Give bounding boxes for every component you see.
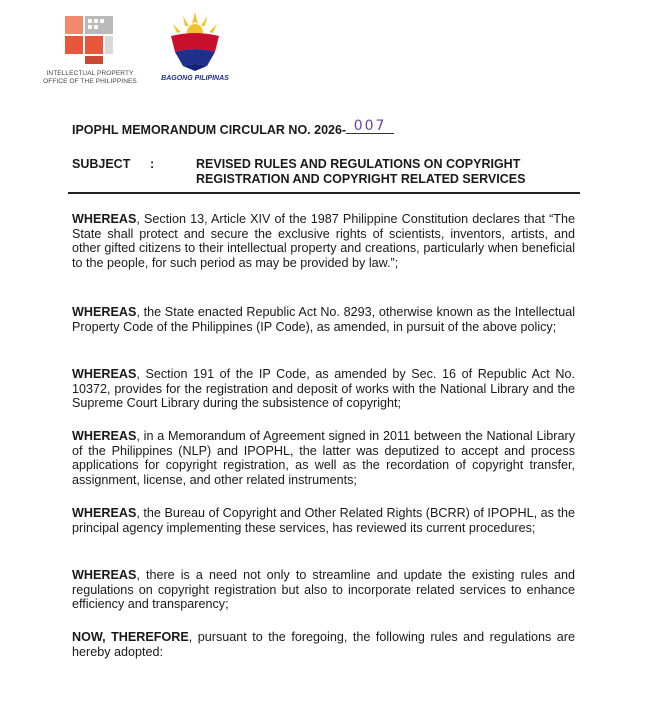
paragraph-text: , Section 13, Article XIV of the 1987 Philippine Constitution declares that “The State shall protect and secure the exclusive rights of scientists, inventors, artists, and other gifted citizens to their intellectual property and creations, particularly when beneficial to the people, for such period as may be provided by law.”; — [72, 212, 575, 270]
paragraph-text: , the State enacted Republic Act No. 8293, otherwise known as the Intellectual Property Code of the Philippines (IP Code), as amended, in pursuit of the above policy; — [72, 305, 575, 334]
header-divider — [68, 192, 580, 194]
whereas-paragraph-1 — [72, 212, 575, 270]
ipophl-logo-text — [30, 70, 150, 86]
paragraph-lead: WHEREAS — [72, 429, 137, 443]
whereas-paragraph-3 — [72, 367, 575, 411]
paragraph-lead: WHEREAS — [72, 367, 137, 381]
now-therefore-paragraph — [72, 630, 575, 659]
paragraph-text: , there is a need not only to streamline and update the existing rules and regulations on copyright registration but also to incorporate related services to enhance efficiency and transparency; — [72, 568, 575, 612]
whereas-paragraph-4 — [72, 429, 575, 487]
subject-text — [196, 157, 576, 187]
memo-title-prefix: IPOPHL MEMORANDUM CIRCULAR NO. 2026- — [72, 123, 347, 137]
whereas-paragraph-6 — [72, 568, 575, 612]
subject-label: SUBJECT — [72, 157, 131, 171]
paragraph-lead: WHEREAS — [72, 506, 137, 520]
paragraph-lead: NOW, THEREFORE — [72, 630, 189, 644]
paragraph-lead: WHEREAS — [72, 568, 137, 582]
paragraph-text: , pursuant to the foregoing, the following rules and regulations are hereby adopted: — [72, 630, 576, 659]
ipophl-logo-text-line2: OFFICE OF THE PHILIPPINES — [43, 78, 137, 85]
paragraph-text: , the Bureau of Copyright and Other Related Rights (BCRR) of IPOPHL, as the principal agency implementing these services, has reviewed its current procedures; — [72, 506, 575, 535]
bagong-pilipinas-logo — [155, 10, 235, 90]
subject-line-1: REVISED RULES AND REGULATIONS ON COPYRIGHT — [196, 157, 521, 171]
whereas-paragraph-2 — [72, 305, 575, 334]
paragraph-lead: WHEREAS — [72, 305, 137, 319]
whereas-paragraph-5 — [72, 506, 575, 535]
ipophl-logo-icon — [65, 14, 115, 66]
paragraph-text: , in a Memorandum of Agreement signed in 2011 between the National Library of the Philippines (NLP) and IPOPHL, the latter was deputized to accept and process applications for copyright registration, as well as the recordation of copyright transfer, assignment, license, and other related instruments; — [72, 429, 575, 487]
paragraph-lead: WHEREAS — [72, 212, 137, 226]
memo-number: 007 — [346, 119, 394, 134]
subject-colon: : — [150, 157, 155, 171]
ipophl-logo — [30, 8, 150, 98]
ipophl-logo-text-line1: INTELLECTUAL PROPERTY — [46, 70, 134, 77]
bagong-pilipinas-text: BAGONG PILIPINAS — [161, 75, 229, 82]
bagong-pilipinas-emblem-icon — [163, 10, 227, 72]
memo-title — [72, 118, 394, 138]
paragraph-text: , Section 191 of the IP Code, as amended by Sec. 16 of Republic Act No. 10372, provides for the registration and deposit of works with the National Library and the Supreme Court Library during the subsistence of copyright; — [72, 367, 575, 411]
subject-line-2: REGISTRATION AND COPYRIGHT RELATED SERVICES — [196, 172, 526, 186]
